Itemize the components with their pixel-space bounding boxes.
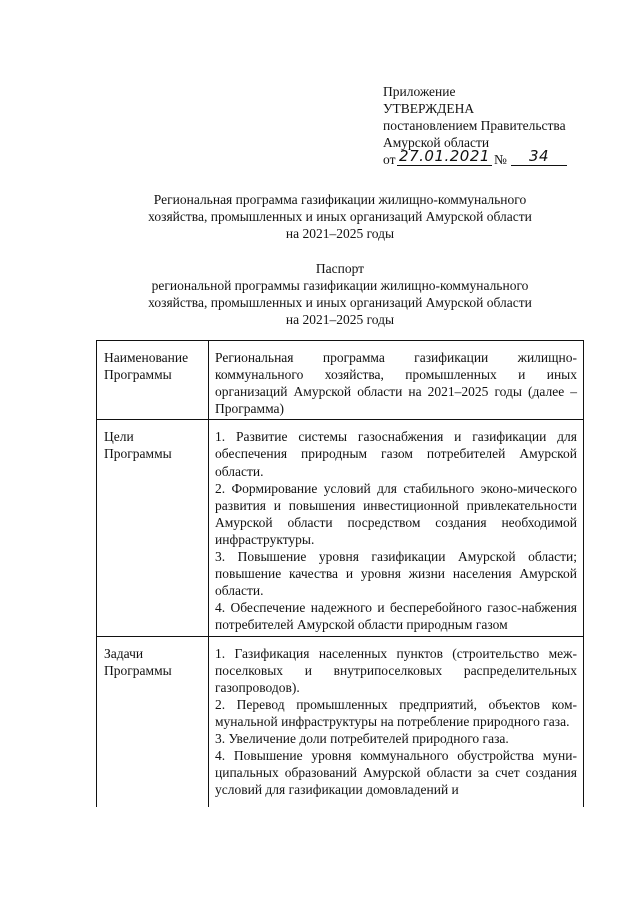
approval-date: 27.01.2021: [397, 148, 492, 166]
approval-line-appendix: Приложение: [383, 84, 456, 99]
passport-line-3: хозяйства, промышленных и иных организаций Амурской области: [148, 295, 532, 310]
title-line-1: Региональная программа газификации жилищно-коммунального: [153, 192, 527, 207]
table-row: [97, 341, 584, 420]
title-line-2: хозяйства, промышленных и иных организаций Амурской области: [148, 209, 532, 224]
program-title: [100, 191, 580, 242]
passport-line-4: на 2021–2025 годы: [285, 312, 395, 327]
row-value-name: Региональная программа газификации жилищно-коммунального хозяйства, промышленных и иных организаций Амурской области на 2021–2025 годы (далее – Программа): [209, 341, 584, 420]
passport-line-2: региональной программы газификации жилищно-коммунального: [151, 278, 529, 293]
row-value-goals: [209, 420, 584, 636]
approval-line-approved: УТВЕРЖДЕНА: [383, 101, 475, 116]
approval-line-resolution: постановлением Правительства: [383, 118, 566, 133]
task-item: 3. Увеличение доли потребителей природного газа.: [215, 730, 509, 746]
passport-heading: [100, 260, 580, 328]
passport-line-1: Паспорт: [315, 261, 365, 276]
approval-date-line: [383, 147, 623, 169]
number-label: №: [494, 152, 507, 167]
goal-item: 1. Развитие системы газоснабжения и газификации для обеспечения природным газом потребителей Амурской области.: [215, 429, 577, 479]
date-prefix: от: [383, 152, 396, 167]
task-item: 2. Перевод промышленных предприятий, объектов ком-мунальной инфраструктуры на потребление природного газа.: [215, 696, 577, 729]
approval-line-region: Амурской области: [383, 135, 490, 150]
table-row: [97, 420, 584, 636]
row-label-goals: Цели Программы: [97, 420, 209, 636]
task-item: 4. Повышение уровня коммунального обустройства муни-ципальных образований Амурской области за счет создания условий для газификации домовладений и: [215, 748, 577, 798]
table-row: [97, 636, 584, 807]
approval-number: 34: [511, 148, 567, 166]
title-line-3: на 2021–2025 годы: [285, 226, 395, 241]
goal-item: 4. Обеспечение надежного и бесперебойного газос-набжения потребителей Амурской области природным газом: [215, 600, 577, 633]
task-item: 1. Газификация населенных пунктов (строительство меж-поселковых и внутрипоселковых распределительных газопроводов).: [215, 645, 577, 695]
passport-table: [96, 340, 584, 807]
row-label-name: Наименование Программы: [97, 341, 209, 420]
row-value-tasks: [209, 636, 584, 807]
goal-item: 3. Повышение уровня газификации Амурской области; повышение качества и уровня жизни населения Амурской области.: [215, 549, 577, 599]
goal-item: 2. Формирование условий для стабильного эконо-мического развития и повышения инвестиционной привлекательности Амурской области посредством создания необходимой инфраструктуры.: [215, 480, 577, 547]
row-label-tasks: Задачи Программы: [97, 636, 209, 807]
approval-stamp: [383, 83, 623, 169]
